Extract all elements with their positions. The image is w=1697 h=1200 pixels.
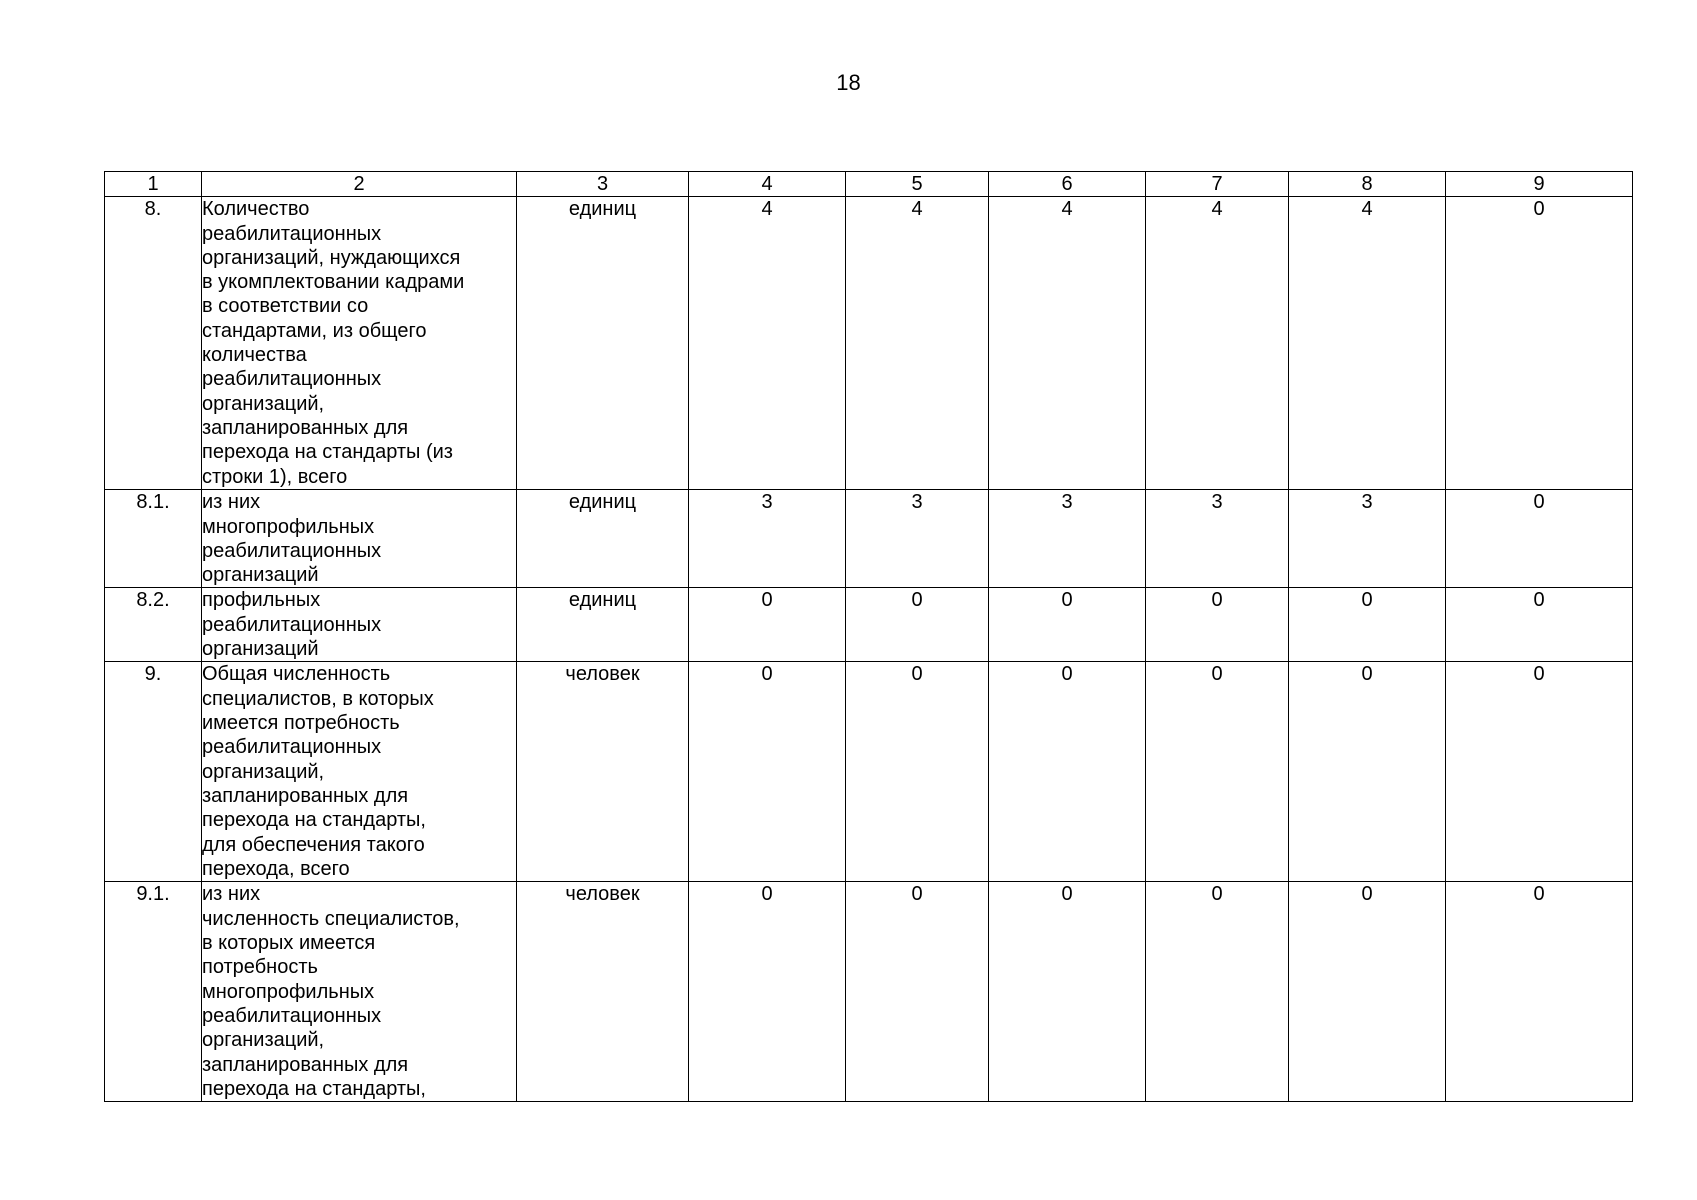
indicator-name-cell — [202, 662, 517, 882]
table-row — [105, 588, 1633, 662]
indicator-name-line: стандартами, из общего — [202, 319, 427, 342]
value-cell: 0 — [1146, 662, 1289, 882]
column-number-cell: 2 — [202, 172, 517, 197]
value-cell: 0 — [1146, 882, 1289, 1102]
column-number-cell: 8 — [1289, 172, 1446, 197]
column-number-cell: 9 — [1446, 172, 1633, 197]
indicator-name-cell — [202, 588, 517, 662]
indicator-name-line: из них — [202, 883, 261, 906]
value-cell: 0 — [1446, 197, 1633, 490]
column-number-cell: 5 — [846, 172, 989, 197]
indicator-name-line: количества — [202, 344, 307, 367]
indicator-name-line: реабилитационных — [202, 613, 382, 636]
unit-cell: человек — [517, 882, 689, 1102]
indicator-name-line: перехода на стандарты, — [202, 809, 426, 832]
indicator-name-line: реабилитационных — [202, 222, 382, 245]
value-cell: 0 — [1446, 662, 1633, 882]
value-cell: 0 — [846, 588, 989, 662]
indicator-name-line: организаций, — [202, 392, 325, 415]
column-number-cell: 6 — [989, 172, 1146, 197]
indicator-name-line: запланированных для — [202, 416, 409, 439]
value-cell: 0 — [1289, 662, 1446, 882]
indicator-name-line: перехода на стандарты, — [202, 1077, 426, 1100]
table-row — [105, 490, 1633, 588]
indicator-name-line: для обеспечения такого — [202, 833, 425, 856]
column-number-cell: 1 — [105, 172, 202, 197]
value-cell: 0 — [989, 662, 1146, 882]
value-cell: 3 — [989, 490, 1146, 588]
indicator-name-line: специалистов, в которых — [202, 687, 434, 710]
indicator-name-line: строки 1), всего — [202, 465, 348, 488]
value-cell: 0 — [1446, 882, 1633, 1102]
value-cell: 0 — [989, 588, 1146, 662]
value-cell: 4 — [846, 197, 989, 490]
column-number-cell: 7 — [1146, 172, 1289, 197]
value-cell: 0 — [1146, 588, 1289, 662]
table-row — [105, 662, 1633, 882]
indicator-name-line: перехода, всего — [202, 857, 350, 880]
value-cell: 4 — [989, 197, 1146, 490]
unit-cell: единиц — [517, 490, 689, 588]
indicator-name-line: многопрофильных — [202, 515, 375, 538]
value-cell: 0 — [1289, 588, 1446, 662]
indicator-name-cell — [202, 490, 517, 588]
page-number: 18 — [836, 70, 861, 95]
indicator-name-line: организаций, нуждающихся — [202, 246, 461, 269]
value-cell: 3 — [846, 490, 989, 588]
indicator-name-line: в соответствии со — [202, 295, 369, 318]
indicator-name-line: в которых имеется — [202, 932, 376, 955]
indicator-name-line: перехода на стандарты (из — [202, 441, 453, 464]
indicator-name-cell — [202, 882, 517, 1102]
indicator-table — [104, 171, 1633, 1102]
indicator-name-line: профильных — [202, 589, 321, 612]
unit-cell: единиц — [517, 588, 689, 662]
indicator-name-line: из них — [202, 491, 261, 514]
indicator-name-line: Количество — [202, 198, 310, 221]
indicator-name-cell — [202, 197, 517, 490]
indicator-name-line: многопрофильных — [202, 980, 375, 1003]
value-cell: 3 — [1146, 490, 1289, 588]
value-cell: 0 — [689, 882, 846, 1102]
indicator-name-line: реабилитационных — [202, 1004, 382, 1027]
row-number-cell: 8.1. — [105, 490, 202, 588]
value-cell: 3 — [1289, 490, 1446, 588]
row-number-cell: 9.1. — [105, 882, 202, 1102]
column-number-cell: 4 — [689, 172, 846, 197]
indicator-name-line: имеется потребность — [202, 712, 400, 735]
row-number-cell: 8.2. — [105, 588, 202, 662]
value-cell: 0 — [1446, 588, 1633, 662]
indicator-name-line: реабилитационных — [202, 539, 382, 562]
value-cell: 3 — [689, 490, 846, 588]
table-row — [105, 882, 1633, 1102]
indicator-name-line: запланированных для — [202, 1053, 409, 1076]
value-cell: 4 — [1146, 197, 1289, 490]
value-cell: 0 — [846, 882, 989, 1102]
indicator-name-line: организаций — [202, 638, 319, 661]
value-cell: 0 — [689, 662, 846, 882]
unit-cell: единиц — [517, 197, 689, 490]
indicator-name-line: организаций, — [202, 760, 325, 783]
indicator-name-line: численность специалистов, — [202, 907, 460, 930]
indicator-name-line: запланированных для — [202, 784, 409, 807]
indicator-name-line: организаций — [202, 564, 319, 587]
value-cell: 0 — [689, 588, 846, 662]
value-cell: 4 — [1289, 197, 1446, 490]
indicator-name-line: организаций, — [202, 1029, 325, 1052]
value-cell: 0 — [1446, 490, 1633, 588]
unit-cell: человек — [517, 662, 689, 882]
value-cell: 4 — [689, 197, 846, 490]
indicator-name-line: потребность — [202, 956, 318, 979]
row-number-cell: 9. — [105, 662, 202, 882]
value-cell: 0 — [1289, 882, 1446, 1102]
column-number-cell: 3 — [517, 172, 689, 197]
indicator-name-line: Общая численность — [202, 663, 391, 686]
table-row — [105, 197, 1633, 490]
row-number-cell: 8. — [105, 197, 202, 490]
column-number-row — [105, 172, 1633, 197]
value-cell: 0 — [989, 882, 1146, 1102]
indicator-name-line: реабилитационных — [202, 736, 382, 759]
indicator-name-line: в укомплектовании кадрами — [202, 271, 465, 294]
value-cell: 0 — [846, 662, 989, 882]
indicator-name-line: реабилитационных — [202, 368, 382, 391]
